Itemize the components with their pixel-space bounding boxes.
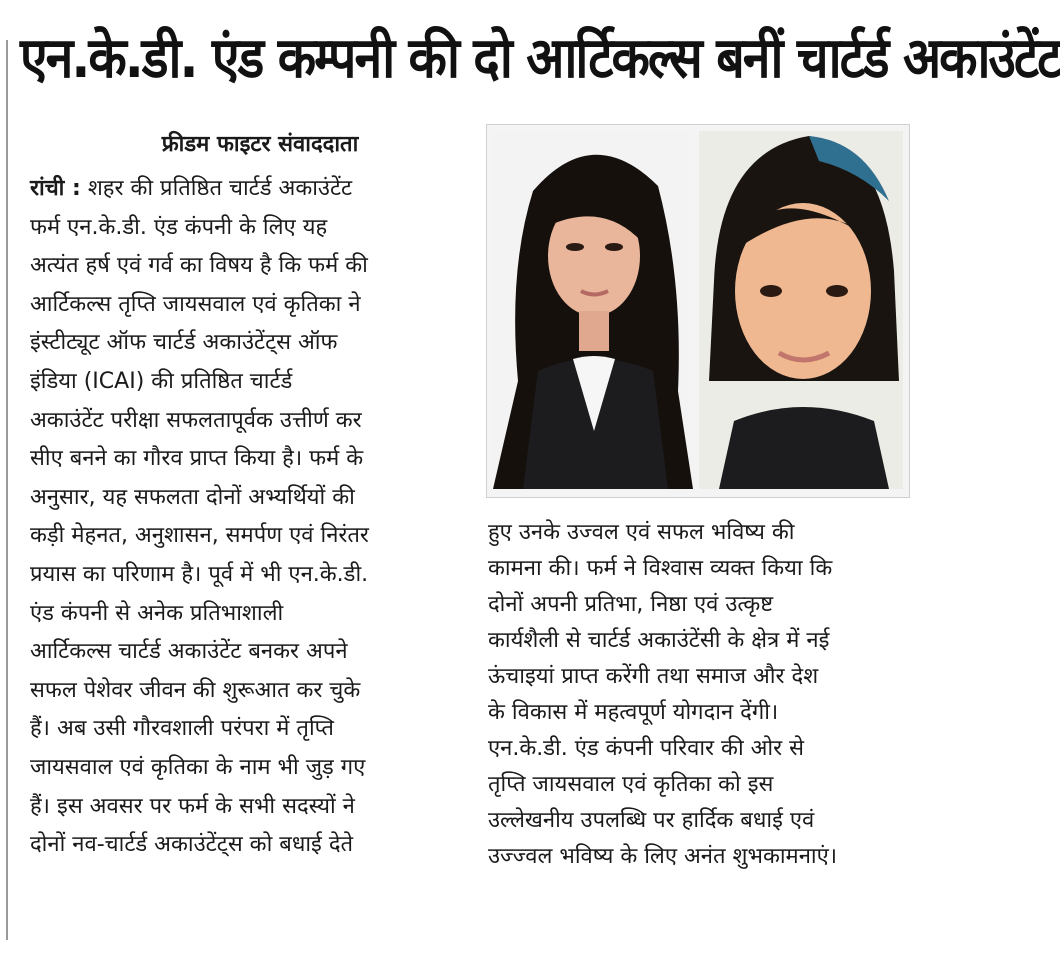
body-line: जायसवाल एवं कृतिका के नाम भी जुड़ गए xyxy=(30,754,366,780)
body-line: कार्यशैली से चार्टर्ड अकाउंटेंसी के क्षेत्र में नई xyxy=(488,628,830,653)
body-line: अत्यंत हर्ष एवं गर्व का विषय है कि फर्म की xyxy=(30,253,368,279)
article-body-left-column xyxy=(30,170,464,865)
body-line: इंडिया (ICAI) की प्रतिष्ठित चार्टर्ड xyxy=(30,368,293,394)
body-line: दोनों नव-चार्टर्ड अकाउंटेंट्स को बधाई देते xyxy=(30,832,354,858)
body-line: अनुसार, यह सफलता दोनों अभ्यर्थियों की xyxy=(30,484,355,510)
body-line: सफल पेशेवर जीवन की शुरूआत कर चुके xyxy=(30,677,361,703)
body-line: कामना की। फर्म ने विश्वास व्यक्त किया कि xyxy=(488,556,833,581)
portrait-photo-right xyxy=(699,131,903,489)
body-line: उल्लेखनीय उपलब्धि पर हार्दिक बधाई एवं xyxy=(488,808,815,833)
body-line: प्रयास का परिणाम है। पूर्व में भी एन.के.डी. xyxy=(30,561,369,587)
body-line: आर्टिकल्स चार्टर्ड अकाउंटेंट बनकर अपने xyxy=(30,639,348,665)
body-line: सीए बनने का गौरव प्राप्त किया है। फर्म के xyxy=(30,446,364,472)
body-line: इंस्टीट्यूट ऑफ चार्टर्ड अकाउंटेंट्स ऑफ xyxy=(30,330,338,356)
body-line: हुए उनके उज्वल एवं सफल भविष्य की xyxy=(488,520,795,545)
body-line: दोनों अपनी प्रतिभा, निष्ठा एवं उत्कृष्ट xyxy=(488,592,774,617)
dateline: रांची : xyxy=(30,176,81,201)
article-body-right-column xyxy=(488,515,908,875)
body-line: आर्टिकल्स तृप्ति जायसवाल एवं कृतिका ने xyxy=(30,291,361,317)
body-line: हैं। इस अवसर पर फर्म के सभी सदस्यों ने xyxy=(30,793,355,819)
body-line xyxy=(30,170,464,209)
body-line: एन.के.डी. एंड कंपनी परिवार की ओर से xyxy=(488,736,805,761)
body-line: फर्म एन.के.डी. एंड कंपनी के लिए यह xyxy=(30,214,328,240)
portrait-photo-left xyxy=(493,131,695,489)
headline: एन.के.डी. एंड कम्पनी की दो आर्टिकल्स बनीं चार्टर्ड अकाउंटेंट xyxy=(20,25,1060,91)
photo-frame xyxy=(486,124,910,498)
byline: फ्रीडम फाइटर संवाददाता xyxy=(161,132,359,157)
body-line: तृप्ति जायसवाल एवं कृतिका को इस xyxy=(488,772,774,797)
body-line: ऊंचाइयां प्राप्त करेंगी तथा समाज और देश xyxy=(488,664,819,689)
body-line: अकाउंटेंट परीक्षा सफलतापूर्वक उत्तीर्ण कर xyxy=(30,407,362,433)
body-line: के विकास में महत्वपूर्ण योगदान देंगी। xyxy=(488,700,779,725)
body-line: उज्ज्वल भविष्य के लिए अनंत शुभकामनाएं। xyxy=(488,844,838,869)
body-line: कड़ी मेहनत, अनुशासन, समर्पण एवं निरंतर xyxy=(30,523,369,549)
page-edge-rule xyxy=(6,40,8,940)
body-line: हैं। अब उसी गौरवशाली परंपरा में तृप्ति xyxy=(30,716,334,742)
body-line-text: शहर की प्रतिष्ठित चार्टर्ड अकाउंटेंट xyxy=(87,176,353,201)
body-line: एंड कंपनी से अनेक प्रतिभाशाली xyxy=(30,600,284,626)
